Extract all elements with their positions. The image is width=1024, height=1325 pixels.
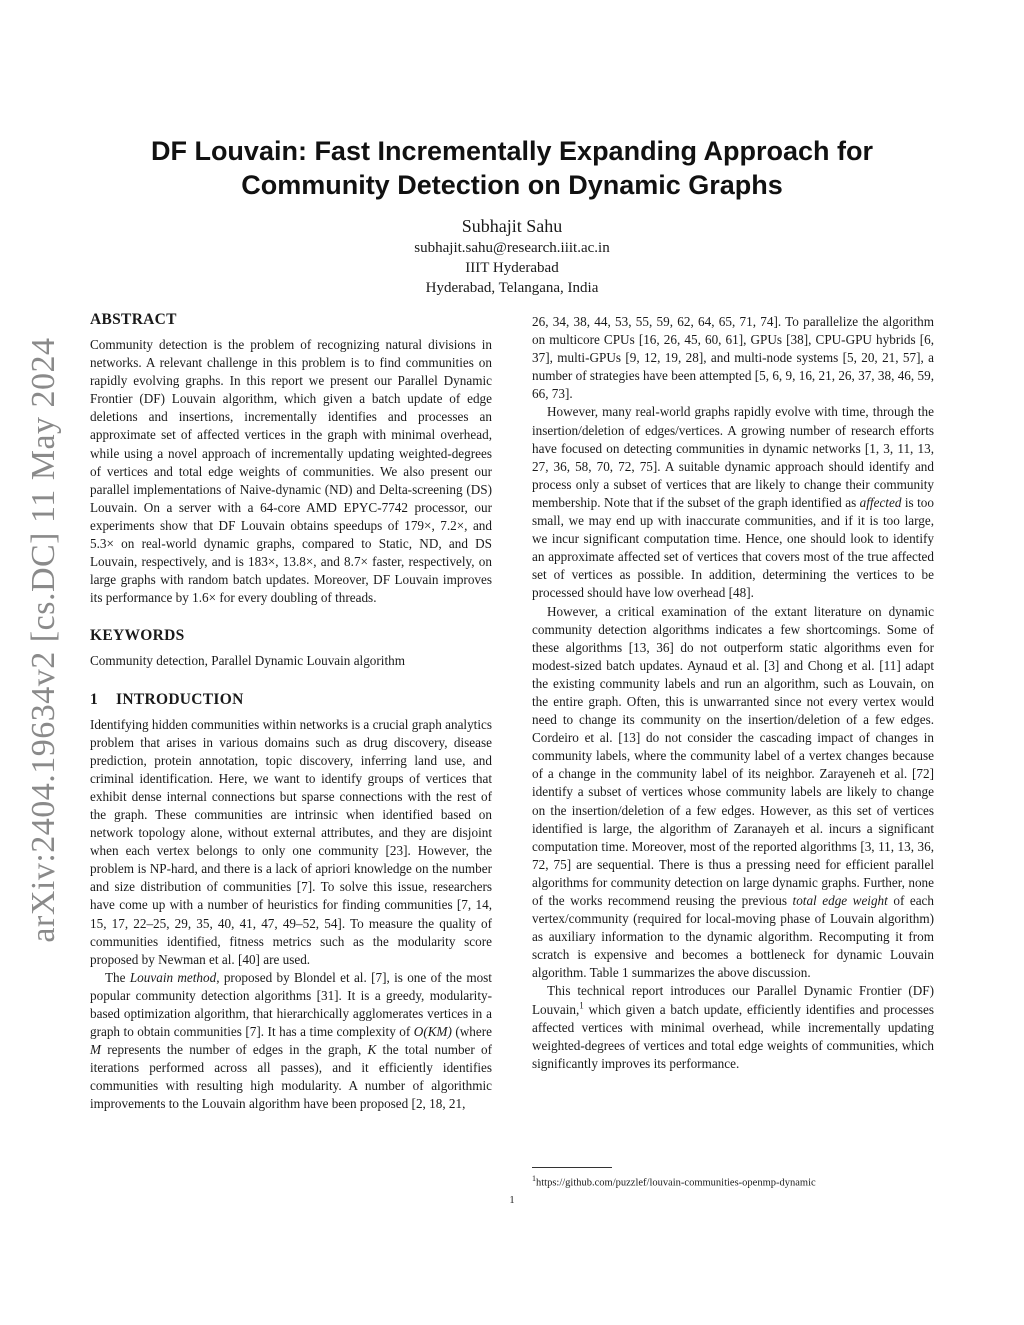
- author-affiliation: IIIT Hyderabad: [465, 260, 559, 276]
- intro-paragraph-5: This technical report introduces our Parallel Dynamic Frontier (DF) Louvain,$^1$ which given a batch update, efficiently identifies and processes affected vertices with minimal overhead, while incrementally updating weighted-degrees of vertices and total edge weights of communities, which significantly improves its performance.: [532, 983, 934, 1071]
- title-line-2: Community Detection on Dynamic Graphs: [241, 170, 783, 200]
- author-block: [212, 214, 812, 298]
- footnote: [532, 1172, 816, 1191]
- title-line-1: DF Louvain: Fast Incrementally Expanding Approach for: [150, 136, 874, 166]
- intro-paragraph-1: Identifying hidden communities within networks is a crucial graph analytics problem that arises in various domains such as drug discovery, disease prediction, protein annotation, topic discovery, inferring land use, and criminal identification. Here, we want to identify groups of vertices that exhibit dense internal connections but sparse connections with the rest of the graph. These communities are intrinsic when identified based on network topology alone, without external attributes, and they are disjoint when each vertex belongs to only one community [23]. However, the problem is NP-hard, and there is a lack of apriori knowledge on the number and size distribution of communities [7]. To solve this issue, researchers have come up with a number of heuristics for finding communities [7, 14, 15, 17, 22–25, 29, 35, 40, 41, 47, 49–52, 54]. To measure the quality of communities identified, fitness metrics such as the modularity score proposed by Newman et al. [40] are used.: [90, 716, 492, 967]
- left-column: [90, 310, 492, 1114]
- paper-title: [110, 134, 914, 202]
- arxiv-identifier: arXiv:2404.19634v2 [cs.DC] 11 May 2024: [25, 337, 62, 943]
- page-number: 1: [509, 1195, 515, 1206]
- footnote-divider: [532, 1167, 612, 1168]
- author-email: subhajit.sahu@research.iiit.ac.in: [414, 240, 610, 256]
- right-column: [532, 313, 934, 1073]
- complexity-math: O(KM): [413, 1024, 452, 1040]
- keywords-text: Community detection, Parallel Dynamic Louvain algorithm: [90, 653, 405, 669]
- author-location: Hyderabad, Telangana, India: [425, 280, 599, 296]
- intro-paragraph-2-continued: 26, 34, 38, 44, 53, 55, 59, 62, 64, 65, 71, 74]. To parallelize the algorithm on multicore CPUs [16, 26, 45, 60, 61], GPUs [38], CPU-GPU hybrids [6, 37], multi-GPUs [9, 12, 19, 28], and multi-node systems [5, 20, 21, 57], a number of strategies have been attempted [5, 6, 9, 16, 21, 26, 37, 38, 46, 59, 66, 73].: [532, 314, 934, 402]
- footnote-mark: 1: [532, 1174, 536, 1183]
- abstract-heading: ABSTRACT: [90, 311, 177, 328]
- footnote-marker[interactable]: 1: [579, 1000, 584, 1011]
- section-number: 1: [90, 690, 99, 708]
- intro-paragraph-2: The Louvain method, proposed by Blondel et al. [7], is one of the most popular community detection algorithms [31]. It is a greedy, modularity-based optimization algorithm, that hierarchically agglomerates vertices in a graph to obtain communities [7]. It has a time complexity of O(KM) (where M represents the number of edges in the graph, K the total number of iterations performed across all passes), and it efficiently identifies communities with resulting high modularity. A number of algorithmic improvements to the Louvain algorithm have been proposed [2, 18, 21,: [90, 969, 492, 1112]
- intro-paragraph-3: However, many real-world graphs rapidly evolve with time, through the insertion/deletion of edges/vertices. A growing number of research efforts have focused on detecting communities in dynamic networks [1, 3, 11, 13, 27, 36, 58, 70, 72, 75]. A suitable dynamic approach should identify and process only a subset of vertices that are likely to change their community membership. Note that if the subset of the graph identified as affected is too small, we may end up with inaccurate communities, and if it is too large, we incur significant computation time. Hence, one should look to identify an approximate affected set of vertices that covers most of the true affected set of vertices as possible. In addition, determining the vertices to be processed should have low overhead [48].: [532, 404, 934, 601]
- intro-paragraph-4: However, a critical examination of the extant literature on dynamic community detection algorithms indicates a few shortcomings. Some of these algorithms [13, 36] do not outperform static algorithms even for modest-sized batch updates. Aynaud et al. [3] and Chong et al. [11] adapt the existing community labels and run an algorithm, such as Louvain, on the entire graph. Often, this is unwarranted since not every vertex would need to change its community on the insertion/deletion of a few edges. Cordeiro et al. [13] do not consider the cascading impact of changes in community labels, where the community label of a vertex changes because of a change in the community label of its neighbor. Zarayeneh et al. [72] identify a subset of vertices whose community labels are likely to change on the insertion/deletion of a few edges. However, as this set of vertices identified is large, the algorithm of Zaranayeh et al. incurs a significant computation time. Moreover, most of the reported algorithms [3, 11, 13, 36, 72, 75] are sequential. There is thus a pressing need for efficient parallel algorithms for community detection on large dynamic graphs. Further, none of the works recommend reusing the previous total edge weight of each vertex/community (required for local-moving phase of Louvain algorithm) as auxiliary information to the dynamic algorithm. Recomputing it from scratch is expensive and becomes a bottleneck for dynamic Louvain algorithm. Table 1 summarizes the above discussion.: [532, 603, 934, 981]
- abstract-text: Community detection is the problem of recognizing natural divisions in networks. A relevant challenge in this problem is to find communities on rapidly evolving graphs. In this report we present our Parallel Dynamic Frontier (DF) Louvain algorithm, which given a batch update of edge deletions and insertions, incrementally identifies and processes an approximate set of affected vertices in the graph with minimal overhead, while using a novel approach of incrementally updating weighted-degrees of vertices and total edge weights of communities. We also present our parallel implementations of Naive-dynamic (ND) and Delta-screening (DS) Louvain. On a server with a 64-core AMD EPYC-7742 processor, our experiments show that DF Louvain obtains speedups of 179×, 7.2×, and 5.3× on real-world dynamic graphs, compared to Static, ND, and DS Louvain, respectively, and is 183×, 13.8×, and 8.7× faster, respectively, on large graphs with random batch updates. Moreover, DF Louvain improves its performance by 1.6× for every doubling of threads.: [90, 337, 492, 606]
- section-title: INTRODUCTION: [116, 690, 244, 708]
- affected-emphasis: affected: [859, 494, 902, 510]
- footnote-link[interactable]: https://github.com/puzzlef/louvain-communities-openmp-dynamic: [536, 1177, 816, 1189]
- author-name: Subhajit Sahu: [461, 216, 563, 236]
- total-edge-weight-emphasis: total edge weight: [792, 893, 888, 908]
- introduction-heading: [90, 690, 492, 710]
- louvain-method-emphasis: Louvain method: [129, 969, 217, 985]
- keywords-heading: KEYWORDS: [90, 627, 185, 645]
